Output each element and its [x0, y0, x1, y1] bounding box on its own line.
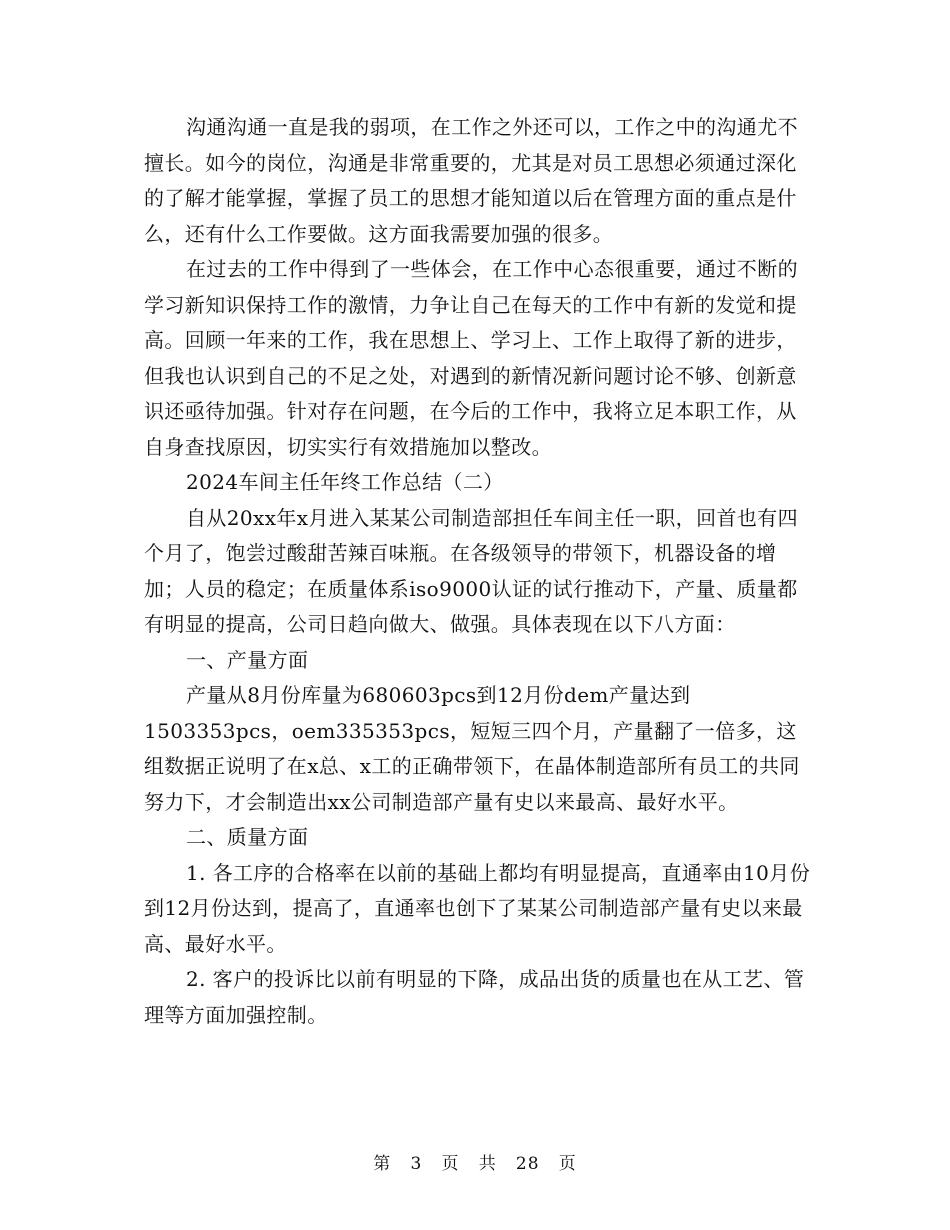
heading-output: 一、产量方面 — [186, 647, 309, 672]
paragraph-output: 产量从8月份库量为680603pcs到12月份dem产量达到1503353pcs，oem335353pcs，短短三四个月，产量翻了一倍多，这组数据正说明了在x总、x工的正确带领下，在晶体制造部所有员工的共同努力下，才会制造出xx公司制造部产量有史以来最高、最好水平。 — [144, 683, 800, 814]
footer-page-number: 3 — [410, 1154, 423, 1174]
paragraph-communication: 沟通沟通一直是我的弱项，在工作之外还可以，工作之中的沟通尤不擅长。如今的岗位，沟通是非常重要的，尤其是对员工思想必须通过深化的了解才能掌握，掌握了员工的思想才能知道以后在管理方面的重点是什么，还有什么工作要做。这方面我需要加强的很多。 — [144, 115, 798, 246]
heading-quality: 二、质量方面 — [186, 825, 309, 849]
paragraph-quality-2: 2. 客户的投诉比以前有明显的下降，成品出货的质量也在从工艺、管理等方面加强控制。 — [144, 967, 805, 1027]
footer-label-page-unit: 页 — [441, 1154, 460, 1174]
footer-label-total: 共 — [478, 1154, 497, 1174]
footer-label-total-unit: 页 — [558, 1154, 577, 1174]
page-footer — [0, 1152, 950, 1176]
footer-label-page: 第 — [373, 1154, 392, 1174]
footer-total-pages: 28 — [515, 1154, 540, 1174]
paragraph-quality-1: 1. 各工序的合格率在以前的基础上都均有明显提高，直通率由10月份到12月份达到，提高了，直通率也创下了某某公司制造部产量有史以来最高、最好水平。 — [144, 860, 811, 956]
paragraph-intro: 自从20xx年x月进入某某公司制造部担任车间主任一职，回首也有四个月了，饱尝过酸甜苦辣百味瓶。在各级领导的带领下，机器设备的增加；人员的稳定；在质量体系iso9000认证的试行推动下，产量、质量都有明显的提高，公司日趋向做大、做强。具体表现在以下八方面： — [144, 505, 799, 636]
section-title: 2024车间主任年终工作总结（二） — [186, 470, 504, 494]
document-body — [144, 110, 816, 1033]
paragraph-reflection: 在过去的工作中得到了一些体会，在工作中心态很重要，通过不断的学习新知识保持工作的激情，力争让自己在每天的工作中有新的发觉和提高。回顾一年来的工作，我在思想上、学习上、工作上取得了新的进步，但我也认识到自己的不足之处，对遇到的新情况新问题讨论不够、创新意识还亟待加强。针对存在问题，在今后的工作中，我将立足本职工作，从自身查找原因，切实实行有效措施加以整改。 — [144, 257, 798, 459]
